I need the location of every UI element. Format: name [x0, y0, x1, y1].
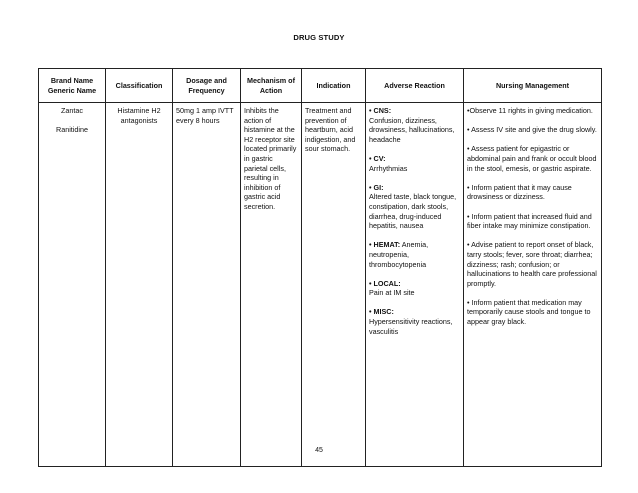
cell-indication: Treatment and prevention of heartburn, acid indigestion, and sour stomach. — [302, 103, 366, 467]
adverse-label: • LOCAL: — [369, 278, 401, 288]
brand-name: Zantac — [61, 106, 83, 115]
adverse-text: Hypersensitivity reactions, vasculitis — [369, 317, 453, 336]
page-number: 45 — [315, 447, 323, 454]
header-row — [39, 69, 602, 103]
adverse-label: • MISC: — [369, 307, 394, 317]
adverse-item — [369, 307, 460, 336]
header-classification: Classification — [106, 69, 173, 103]
cell-brand-name — [39, 103, 106, 467]
nursing-item: • Inform patient that it may cause drowsiness or dizziness. — [467, 182, 572, 202]
cell-classification: Histamine H2 antagonists — [106, 103, 173, 467]
nursing-item: • Assess patient for epigastric or abdominal pain and frank or occult blood in the stool, emesis, or gastric aspirate. — [467, 144, 597, 173]
cell-mechanism: Inhibits the action of histamine at the H2 receptor site located primarily in gastric parietal cells, resulting in inhibition of gastric acid secretion. — [241, 103, 302, 467]
nursing-item: • Advise patient to report onset of black, tarry stools; fever, sore throat; diarrhea; dizziness; rash; confusion; or hallucinations to health care professional promptly. — [467, 240, 597, 288]
nursing-item: • Assess IV site and give the drug slowly. — [467, 125, 597, 135]
cell-nursing-management — [464, 103, 602, 467]
nursing-item: •Observe 11 rights in giving medication. — [467, 106, 593, 115]
generic-name: Ranitidine — [56, 125, 88, 135]
adverse-item — [369, 106, 460, 144]
adverse-label: • CV: — [369, 153, 386, 163]
cell-adverse-reaction — [366, 103, 464, 467]
header-mechanism: Mechanism of Action — [241, 69, 302, 103]
adverse-text: Altered taste, black tongue, constipation, dark stools, diarrhea, drug-induced hepatitis, nausea — [369, 192, 457, 231]
adverse-item — [369, 183, 460, 231]
cell-dosage: 50mg 1 amp IVTT every 8 hours — [173, 103, 241, 467]
header-brand-name: Brand Name Generic Name — [39, 69, 106, 103]
nursing-item: • Inform patient that increased fluid and fiber intake may minimize constipation. — [467, 211, 592, 231]
adverse-item — [369, 240, 460, 269]
adverse-text: Anemia, neutropenia, thrombocytopenia — [369, 240, 429, 269]
adverse-text: Pain at IM site — [369, 288, 415, 298]
header-dosage: Dosage and Frequency — [173, 69, 241, 103]
adverse-item — [369, 154, 460, 173]
nursing-item: • Inform patient that medication may temporarily cause stools and tongue to appear gray black. — [467, 297, 591, 327]
header-adverse-reaction: Adverse Reaction — [366, 69, 464, 103]
adverse-label: • HEMAT: — [369, 240, 401, 250]
adverse-label: • CNS: — [369, 106, 392, 115]
header-nursing-management: Nursing Management — [464, 69, 602, 103]
document-title: DRUG STUDY — [293, 33, 345, 42]
adverse-text: Arrhythmias — [369, 163, 408, 173]
adverse-item — [369, 279, 460, 298]
header-indication: Indication — [302, 69, 366, 103]
adverse-text: Confusion, dizziness, drowsiness, hallucinations, headache — [369, 115, 455, 144]
table-row — [39, 103, 602, 467]
drug-study-table — [38, 68, 602, 467]
adverse-label: • GI: — [369, 182, 384, 192]
